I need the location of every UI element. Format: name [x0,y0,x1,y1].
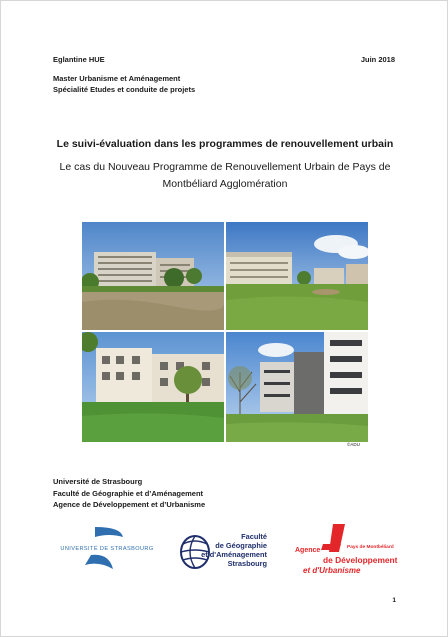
author-name: Eglantine HUE [53,55,105,64]
photo-modern-housing-tree [82,332,224,442]
faculte-line-2: de Géographie [215,541,267,550]
master-line: Master Urbanisme et Aménagement [53,74,181,83]
adu-logo [293,522,403,576]
institutions-list [53,476,205,511]
faculte-logo [179,528,281,576]
faculte-line-1: Faculté [241,532,267,541]
photo-credit: ©ADU [347,442,360,447]
adu-small-text: Pays de Montbéliard [347,545,394,550]
unistra-logo-text: UNIVERSITÉ DE STRASBOURG [60,546,154,552]
institution-university: Université de Strasbourg [53,477,143,486]
adu-line-2: de Développement [323,555,398,565]
document-subtitle [41,159,409,193]
photo-low-buildings-lawn [226,222,368,330]
faculte-line-4: Strasbourg [227,559,267,568]
faculte-line-3: et d'Aménagement [201,550,267,559]
photo-housing-block-lawn [82,222,224,330]
photo-contemporary-building [226,332,368,442]
specialty-line: Spécialité Etudes et conduite de projets [53,85,196,94]
adu-line-1: Agence [295,547,321,554]
subtitle-line-1: Le cas du Nouveau Programme de Renouvellement Urbain de Pays de [59,161,391,173]
photo-grid [82,222,368,442]
document-date: Juin 2018 [360,55,395,64]
subtitle-line-2: Montbéliard Agglomération [162,178,288,190]
institution-faculty: Faculté de Géographie et d’Aménagement [53,488,204,498]
document-title: Le suivi-évaluation dans les programmes de renouvellement urbain [56,138,394,150]
unistra-logo [51,523,163,575]
adu-line-3: et d'Urbanisme [303,566,361,575]
institution-agency: Agence de Développement et d’Urbanisme [53,500,206,509]
degree-info [53,73,195,95]
page-number: 1 [392,597,396,604]
